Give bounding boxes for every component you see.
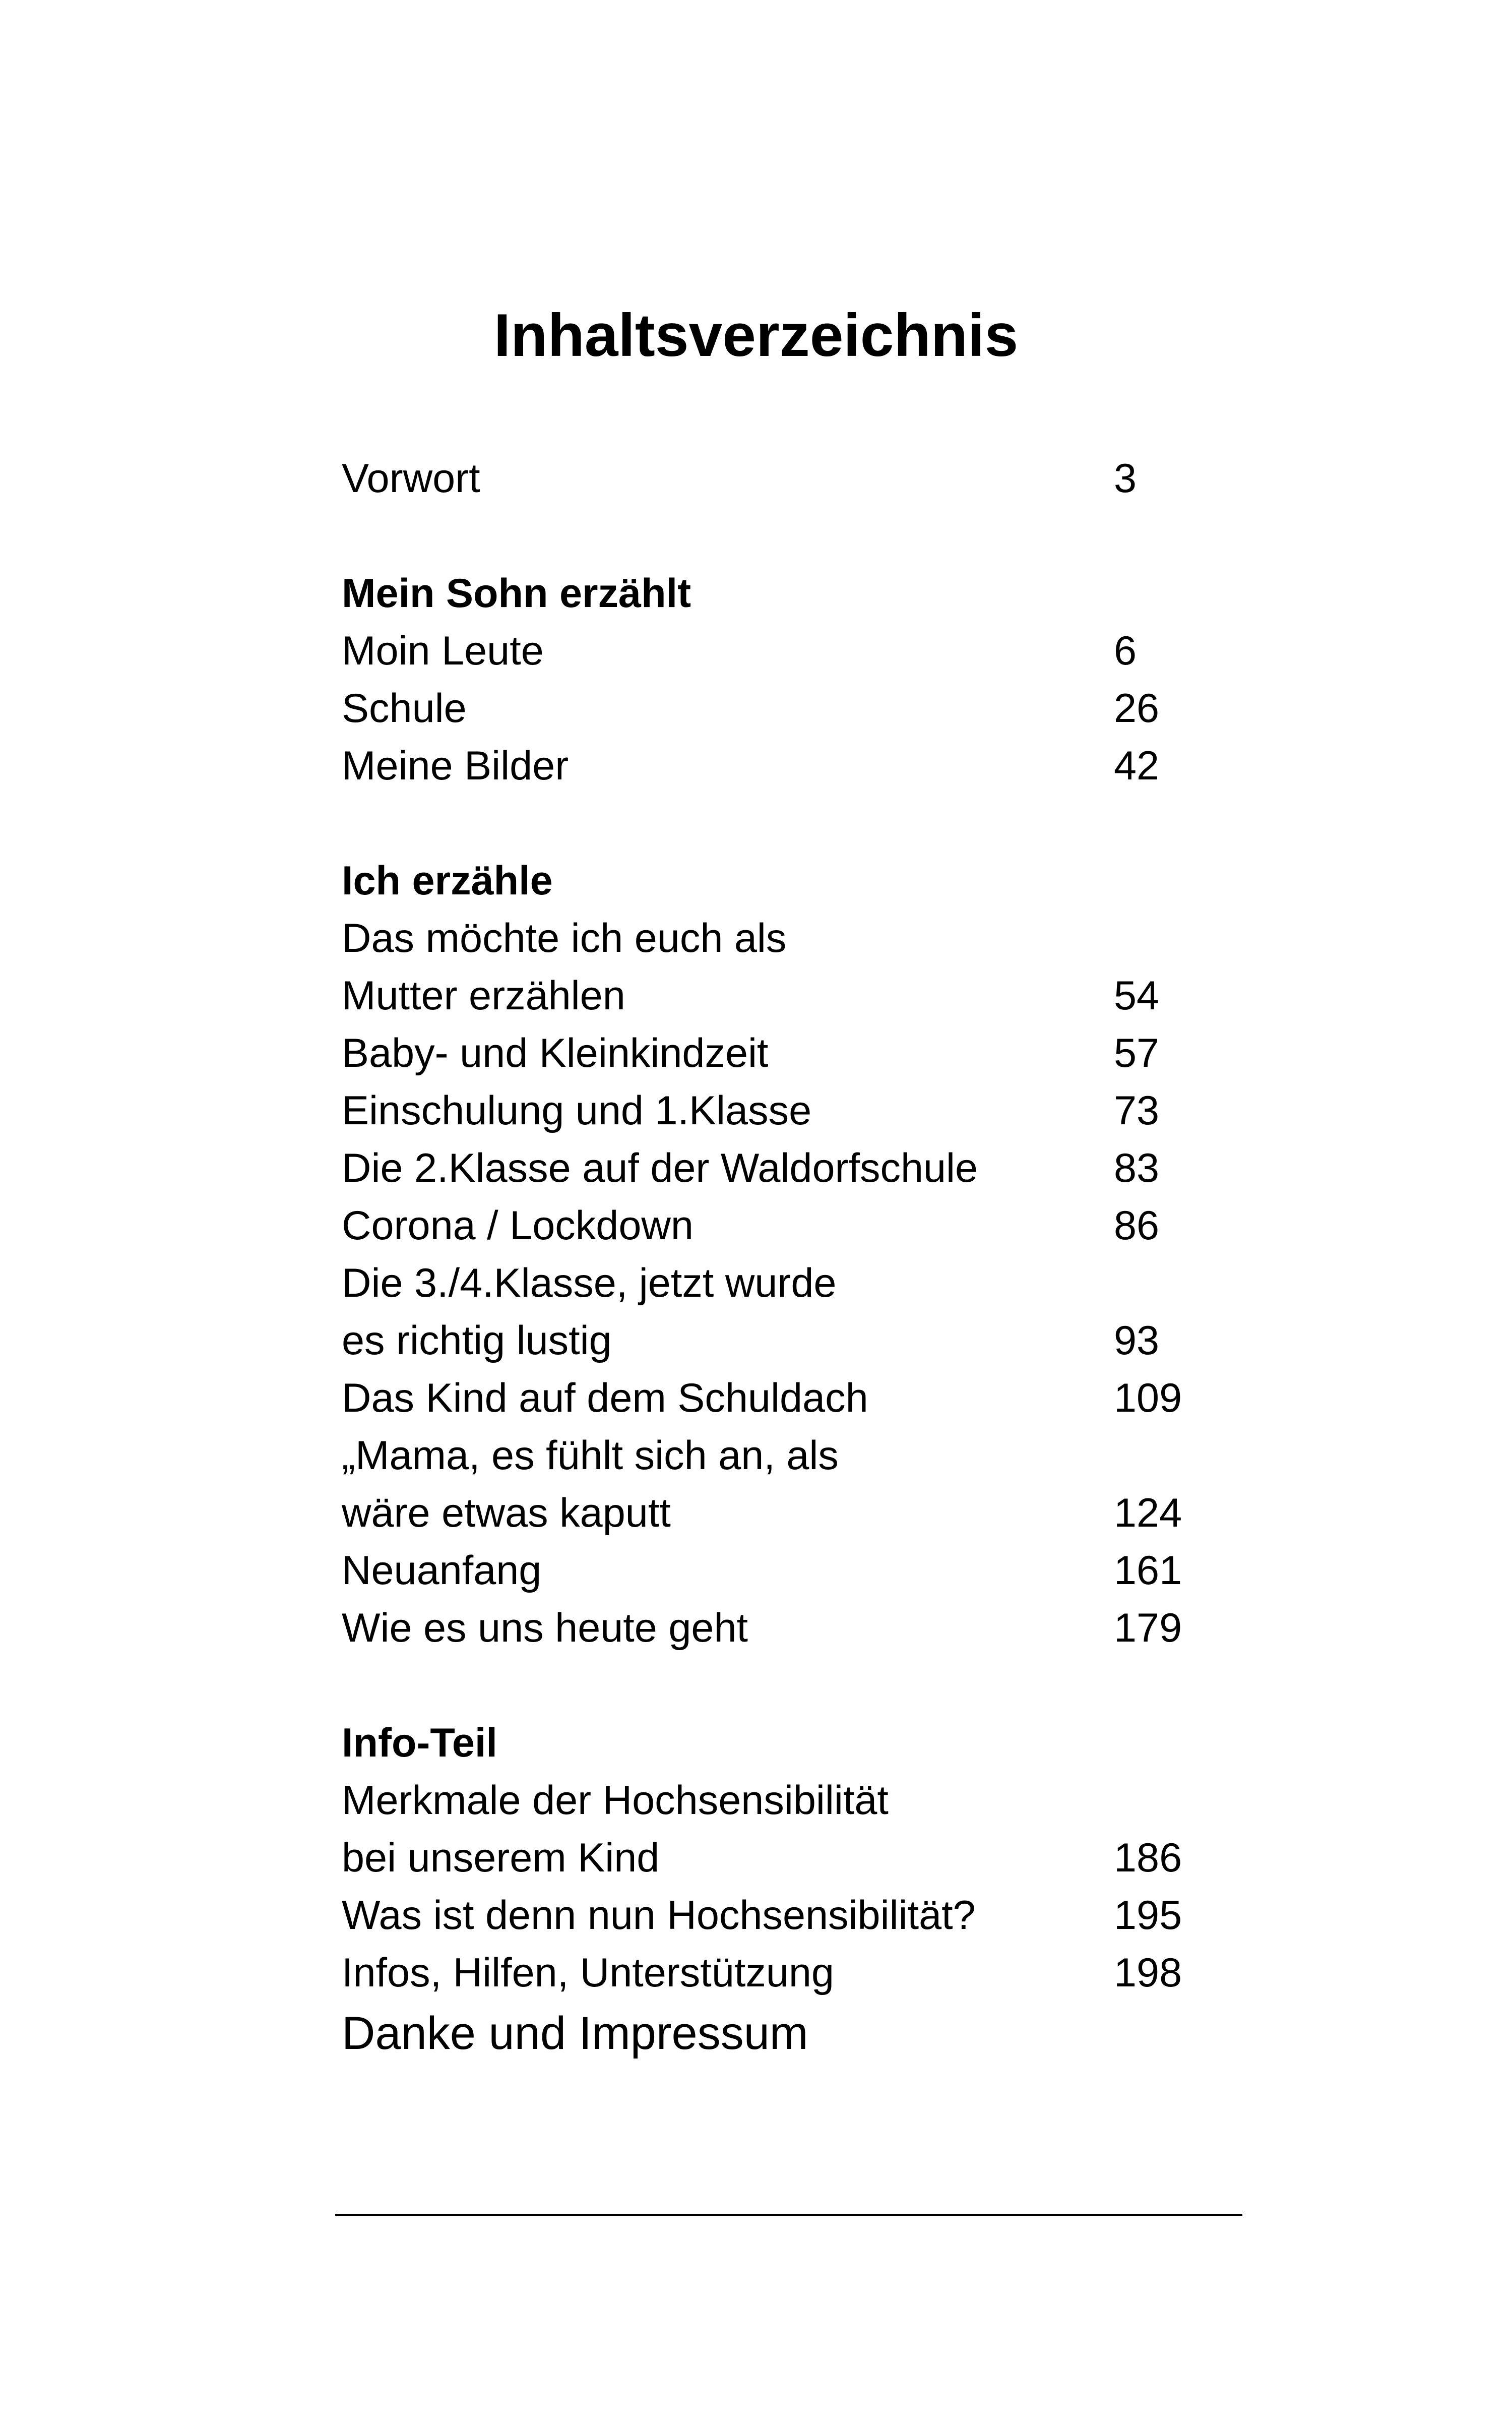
toc-entry-label: Die 2.Klasse auf der Waldorfschule: [342, 1145, 978, 1191]
toc-entry: [342, 1484, 1199, 1542]
toc-entry-label: Danke und Impressum: [342, 2008, 808, 2059]
toc-entry: [342, 967, 1199, 1024]
toc-entry-label: Schule: [342, 686, 467, 731]
toc-entry-page: 186: [1114, 1835, 1182, 1881]
toc-entry: [342, 1772, 1199, 1829]
toc-entry-label: Merkmale der Hochsensibilität: [342, 1778, 889, 1823]
toc-entry: [342, 1944, 1199, 2002]
toc-entry: [342, 2005, 1199, 2062]
toc-entry-page: 109: [1114, 1375, 1182, 1421]
toc-entry: [342, 1312, 1199, 1369]
toc-entry-label: Moin Leute: [342, 628, 544, 674]
toc-entry-label: Was ist denn nun Hochsensibilität?: [342, 1893, 976, 1938]
footer-divider: [335, 2214, 1242, 2216]
toc-entry-label: Wie es uns heute geht: [342, 1605, 748, 1651]
toc-entry-label: Die 3./4.Klasse, jetzt wurde: [342, 1260, 837, 1306]
section-heading-label: Mein Sohn erzählt: [342, 571, 691, 616]
toc-entry-label: Corona / Lockdown: [342, 1203, 694, 1248]
toc-entry: [342, 1024, 1199, 1082]
toc-section-heading: [342, 1714, 1199, 1772]
toc-entry-page: 179: [1114, 1605, 1182, 1651]
toc-entry-label: Neuanfang: [342, 1548, 542, 1593]
toc-entry-label: es richtig lustig: [342, 1318, 612, 1363]
toc-entry-page: 124: [1114, 1490, 1182, 1536]
toc-entry: [342, 737, 1199, 795]
toc-entry-page: 73: [1114, 1088, 1160, 1133]
page-title: Inhaltsverzeichnis: [493, 301, 1019, 369]
toc-entry-label: wäre etwas kaputt: [342, 1490, 671, 1536]
toc-entry: [342, 1829, 1199, 1887]
toc-entry-label: Vorwort: [342, 456, 480, 501]
toc-entry: [342, 1427, 1199, 1484]
toc-entry-label: Meine Bilder: [342, 743, 569, 789]
toc-entry: [342, 1139, 1199, 1197]
toc-section-heading: [342, 852, 1199, 910]
toc-section-heading: [342, 565, 1199, 622]
toc-entry-page: 195: [1114, 1893, 1182, 1938]
toc-entry-label: Infos, Hilfen, Unterstützung: [342, 1950, 834, 1995]
toc-entry: [342, 450, 1199, 507]
toc-entry-label: bei unserem Kind: [342, 1835, 660, 1881]
toc-entry-page: 42: [1114, 743, 1160, 789]
toc-entry-label: Mutter erzählen: [342, 973, 625, 1018]
toc-entry: [342, 1887, 1199, 1944]
toc-entry-label: Das Kind auf dem Schuldach: [342, 1375, 868, 1421]
toc-entry: [342, 1254, 1199, 1312]
toc-entry: [342, 1542, 1199, 1599]
section-heading-label: Info-Teil: [342, 1720, 497, 1766]
toc-entry: [342, 910, 1199, 967]
toc-entry: [342, 1369, 1199, 1427]
toc-entry-page: 3: [1114, 456, 1137, 501]
toc-entry-page: 161: [1114, 1548, 1182, 1593]
section-heading-label: Ich erzähle: [342, 858, 553, 903]
toc-entry: [342, 1082, 1199, 1139]
toc-entry-page: 86: [1114, 1203, 1160, 1248]
toc-entry-page: 57: [1114, 1031, 1160, 1076]
toc-entry: [342, 680, 1199, 737]
toc-entry-label: Baby- und Kleinkindzeit: [342, 1031, 769, 1076]
toc-entry-page: 26: [1114, 686, 1160, 731]
toc-entry: [342, 1599, 1199, 1657]
toc-entry-page: 198: [1114, 1950, 1182, 1995]
toc-entry-page: 54: [1114, 973, 1160, 1018]
toc-entry-page: 93: [1114, 1318, 1160, 1363]
toc-entry: [342, 622, 1199, 680]
toc-entry-label: Das möchte ich euch als: [342, 916, 787, 961]
toc-entry: [342, 1197, 1199, 1254]
toc-entry-page: 6: [1114, 628, 1137, 674]
toc-entry-page: 83: [1114, 1145, 1160, 1191]
toc-entry-label: Einschulung und 1.Klasse: [342, 1088, 812, 1133]
toc-entry-label: „Mama, es fühlt sich an, als: [342, 1433, 839, 1478]
